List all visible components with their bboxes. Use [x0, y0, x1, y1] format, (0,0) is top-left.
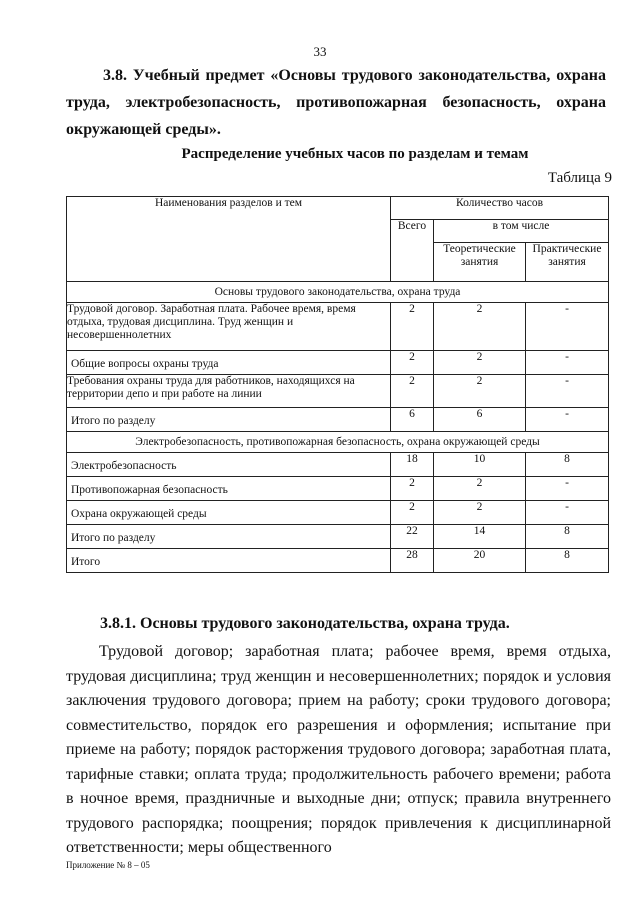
header-quantity: Количество часов	[391, 197, 609, 220]
page-number: 33	[313, 44, 327, 59]
cell-name: Трудовой договор. Заработная плата. Рабочее время, время отдыха, трудовая дисциплина. Труд женщин и несовершеннолетних	[67, 303, 391, 351]
cell-practice: -	[526, 408, 609, 432]
header-practice: Практические занятия	[526, 243, 609, 282]
cell-total: 2	[391, 375, 434, 408]
cell-theory: 2	[434, 303, 526, 351]
heading-line-3	[66, 116, 606, 143]
table-row	[67, 408, 609, 432]
heading-word: законодательства,	[418, 67, 551, 84]
cell-theory: 2	[434, 501, 526, 525]
heading-word: предмет	[205, 67, 265, 84]
cell-theory: 2	[434, 351, 526, 375]
table-row	[67, 375, 609, 408]
cell-total: 2	[391, 351, 434, 375]
section-heading	[66, 62, 606, 143]
table-total-row	[67, 549, 609, 573]
cell-theory: 14	[434, 525, 526, 549]
table-header-row	[67, 197, 609, 220]
cell-name: Общие вопросы охраны труда	[67, 351, 391, 375]
cell-theory: 2	[434, 477, 526, 501]
cell-theory: 6	[434, 408, 526, 432]
section-row	[67, 432, 609, 453]
table-number: Таблица 9	[547, 170, 612, 186]
cell-total: 6	[391, 408, 434, 432]
heading-word: труда,	[66, 94, 110, 111]
cell-name: Охрана окружающей среды	[67, 501, 391, 525]
cell-name: Итого по разделу	[67, 408, 391, 432]
header-including: в том числе	[434, 220, 609, 243]
heading-word: электробезопасность,	[125, 94, 281, 111]
cell-name: Электробезопасность	[67, 453, 391, 477]
cell-practice: -	[526, 375, 609, 408]
body-paragraph: Трудовой договор; заработная плата; рабочее время, время отдыха, трудовая дисциплина; труд женщин и несовершеннолетних; порядок и условия заключения трудового договора; прием на работу; сроки трудового договора; совместительство, порядок его разрешения и оформления; испытание при приеме на работу; порядок расторжения трудового договора; заработная плата, тарифные ставки; оплата труда; продолжительность рабочего времени; работа в ночное время, праздничные и выходные дни; отпуск; правила внутреннего трудового распорядка; поощрения; порядок привлечения к дисциплинарной ответственности; меры общественного	[66, 643, 611, 856]
table-row	[67, 477, 609, 501]
cell-total: 2	[391, 501, 434, 525]
page-footer: Приложение № 8 – 05	[66, 860, 150, 870]
header-total: Всего	[391, 220, 434, 282]
cell-theory: 20	[434, 549, 526, 573]
cell-total: 2	[391, 477, 434, 501]
section-title: Электробезопасность, противопожарная безопасность, охрана окружающей среды	[67, 432, 609, 453]
cell-total: 18	[391, 453, 434, 477]
table-caption: Распределение учебных часов по разделам и темам	[181, 146, 529, 162]
hours-table	[66, 196, 609, 573]
table-row	[67, 303, 609, 351]
heading-word: безопасность,	[442, 94, 541, 111]
cell-total: 22	[391, 525, 434, 549]
header-name: Наименования разделов и тем	[67, 197, 391, 282]
cell-practice: -	[526, 477, 609, 501]
cell-practice: -	[526, 303, 609, 351]
heading-word: охрана	[556, 67, 606, 84]
cell-practice: -	[526, 351, 609, 375]
heading-word: «Основы	[270, 67, 336, 84]
heading-word: противопожарная	[296, 94, 427, 111]
cell-theory: 10	[434, 453, 526, 477]
section-row	[67, 282, 609, 303]
cell-name: Противопожарная безопасность	[67, 477, 391, 501]
cell-name: Итого по разделу	[67, 525, 391, 549]
heading-word: Учебный	[132, 67, 200, 84]
table-row	[67, 525, 609, 549]
subsection-title: 3.8.1. Основы трудового законодательства, охрана труда.	[100, 615, 510, 632]
section-title: Основы трудового законодательства, охрана труда	[67, 282, 609, 303]
heading-word: трудового	[341, 67, 413, 84]
cell-name: Итого	[67, 549, 391, 573]
cell-practice: 8	[526, 525, 609, 549]
cell-total: 28	[391, 549, 434, 573]
heading-word: 3.8.	[103, 67, 127, 84]
heading-word: окружающей среды».	[66, 121, 221, 138]
cell-practice: 8	[526, 453, 609, 477]
heading-word: охрана	[556, 94, 606, 111]
table-row	[67, 453, 609, 477]
heading-line-2	[66, 89, 606, 116]
cell-practice: -	[526, 501, 609, 525]
table-row	[67, 351, 609, 375]
header-theory: Теоретические занятия	[434, 243, 526, 282]
cell-theory: 2	[434, 375, 526, 408]
cell-name: Требования охраны труда для работников, находящихся на территории депо и при работе на линии	[67, 375, 391, 408]
cell-practice: 8	[526, 549, 609, 573]
heading-line-1	[66, 62, 606, 89]
table-row	[67, 501, 609, 525]
cell-total: 2	[391, 303, 434, 351]
